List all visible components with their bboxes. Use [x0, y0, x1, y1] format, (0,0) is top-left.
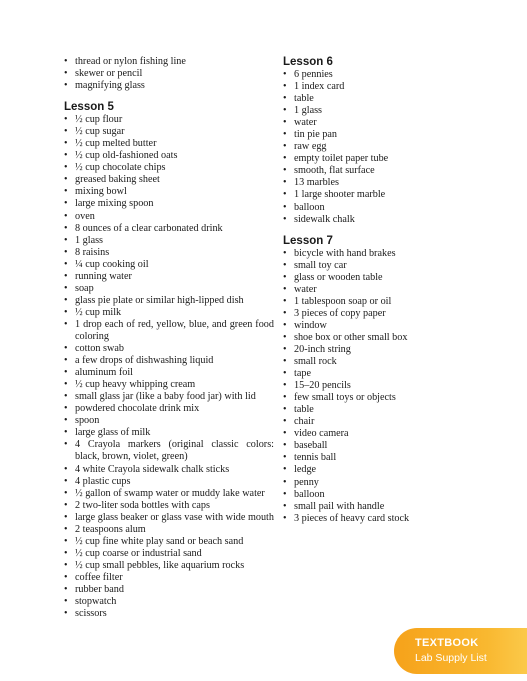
list-item: • ½ cup flour: [64, 114, 274, 126]
list-item: • 4 plastic cups: [64, 476, 274, 488]
right-column: [283, 56, 463, 525]
list-item: • small rock: [283, 356, 463, 368]
list-item: • glass pie plate or similar high-lipped dish: [64, 295, 274, 307]
left-column: [64, 56, 274, 620]
list-item: • 20-inch string: [283, 344, 463, 356]
lesson-7-supply-list: [283, 248, 463, 525]
list-item: • 1 index card: [283, 81, 463, 93]
list-item: • shoe box or other small box: [283, 332, 463, 344]
list-item: • 3 pieces of copy paper: [283, 308, 463, 320]
list-item: • 15–20 pencils: [283, 380, 463, 392]
list-item: • 4 Crayola markers (original classic colors: black, brown, violet, green): [64, 439, 274, 463]
list-item: • large mixing spoon: [64, 198, 274, 210]
list-item: • 13 marbles: [283, 177, 463, 189]
list-item: • spoon: [64, 415, 274, 427]
list-item: • balloon: [283, 202, 463, 214]
list-item: • glass or wooden table: [283, 272, 463, 284]
list-item: • 1 large shooter marble: [283, 189, 463, 201]
list-item: • tape: [283, 368, 463, 380]
list-item: • 1 drop each of red, yellow, blue, and green food coloring: [64, 319, 274, 343]
list-item: • large glass beaker or glass vase with wide mouth: [64, 512, 274, 524]
list-item: • cotton swab: [64, 343, 274, 355]
list-item: • tin pie pan: [283, 129, 463, 141]
list-item: • 1 glass: [64, 235, 274, 247]
lesson-6-heading: Lesson 6: [283, 56, 333, 68]
lesson-5-heading: Lesson 5: [64, 101, 114, 114]
list-item: • baseball: [283, 440, 463, 452]
list-item: • water: [283, 117, 463, 129]
list-item: • table: [283, 93, 463, 105]
list-item: • 1 tablespoon soap or oil: [283, 296, 463, 308]
list-item: • large glass of milk: [64, 427, 274, 439]
list-item: • bicycle with hand brakes: [283, 248, 463, 260]
list-item: • a few drops of dishwashing liquid: [64, 355, 274, 367]
list-item: • powdered chocolate drink mix: [64, 403, 274, 415]
list-item: • ½ cup milk: [64, 307, 274, 319]
list-item: • aluminum foil: [64, 367, 274, 379]
list-item: • running water: [64, 271, 274, 283]
list-item: • empty toilet paper tube: [283, 153, 463, 165]
list-item: • ½ cup chocolate chips: [64, 162, 274, 174]
list-item: • stopwatch: [64, 596, 274, 608]
list-item: • oven: [64, 211, 274, 223]
list-item: • ½ cup heavy whipping cream: [64, 379, 274, 391]
list-item: • magnifying glass: [64, 80, 274, 92]
list-item: • table: [283, 404, 463, 416]
list-item: • ¼ cup cooking oil: [64, 259, 274, 271]
lesson-5-supply-list: [64, 114, 274, 620]
list-item: • 6 pennies: [283, 69, 463, 81]
list-item: • 2 teaspoons alum: [64, 524, 274, 536]
list-item: • ½ cup fine white play sand or beach sand: [64, 536, 274, 548]
textbook-badge: [394, 628, 527, 674]
list-item: • few small toys or objects: [283, 392, 463, 404]
list-item: • ledge: [283, 464, 463, 476]
list-item: • scissors: [64, 608, 274, 620]
list-item: • ½ cup coarse or industrial sand: [64, 548, 274, 560]
list-item: • 8 ounces of a clear carbonated drink: [64, 223, 274, 235]
list-item: • small glass jar (like a baby food jar) with lid: [64, 391, 274, 403]
list-item: • smooth, flat surface: [283, 165, 463, 177]
list-item: • 4 white Crayola sidewalk chalk sticks: [64, 464, 274, 476]
list-item: • balloon: [283, 489, 463, 501]
list-item: • window: [283, 320, 463, 332]
list-item: • thread or nylon fishing line: [64, 56, 274, 68]
list-item: • ½ cup sugar: [64, 126, 274, 138]
list-item: • video camera: [283, 428, 463, 440]
lesson-7-heading: Lesson 7: [283, 234, 333, 247]
list-item: • chair: [283, 416, 463, 428]
list-item: • ½ cup small pebbles, like aquarium rocks: [64, 560, 274, 572]
list-item: • rubber band: [64, 584, 274, 596]
list-item: • penny: [283, 477, 463, 489]
list-item: • mixing bowl: [64, 186, 274, 198]
list-item: • ½ gallon of swamp water or muddy lake water: [64, 488, 274, 500]
list-item: • 8 raisins: [64, 247, 274, 259]
list-item: • coffee filter: [64, 572, 274, 584]
list-item: • 2 two-liter soda bottles with caps: [64, 500, 274, 512]
list-item: • 3 pieces of heavy card stock: [283, 513, 463, 525]
list-item: • ½ cup old-fashioned oats: [64, 150, 274, 162]
badge-subtitle: Lab Supply List: [415, 652, 487, 664]
list-item: • 1 glass: [283, 105, 463, 117]
list-item: • ½ cup melted butter: [64, 138, 274, 150]
list-item: • small toy car: [283, 260, 463, 272]
list-item: • skewer or pencil: [64, 68, 274, 80]
list-item: • raw egg: [283, 141, 463, 153]
list-item: • greased baking sheet: [64, 174, 274, 186]
list-item: • small pail with handle: [283, 501, 463, 513]
badge-title: TEXTBOOK: [415, 637, 479, 649]
list-item: • tennis ball: [283, 452, 463, 464]
list-item: • sidewalk chalk: [283, 214, 463, 226]
intro-supply-list: [64, 56, 274, 92]
list-item: • water: [283, 284, 463, 296]
list-item: • soap: [64, 283, 274, 295]
lesson-6-supply-list: [283, 69, 463, 226]
